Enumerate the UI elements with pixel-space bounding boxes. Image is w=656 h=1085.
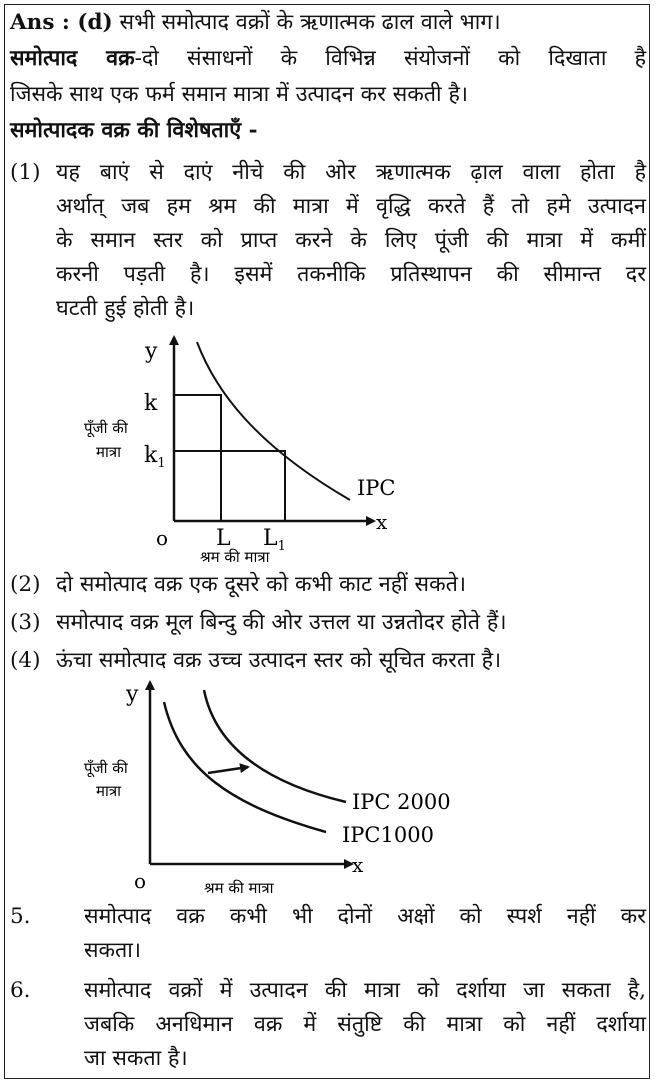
point-1-line: अर्थात् जब हम श्रम की मात्रा में वृद्धि करते हैं तो हमे उत्पादन [56, 194, 646, 219]
point-5-line: सकता। [84, 938, 142, 963]
tick-k: k [144, 391, 158, 416]
x-axis-label: x [352, 853, 364, 877]
point-2-number: (2) [10, 572, 41, 597]
point-5-text [84, 900, 646, 968]
point-6-number: 6. [10, 978, 31, 1003]
ipc-2000-label: IPC 2000 [352, 790, 451, 814]
definition-term: समोत्पाद वक्र [10, 46, 135, 71]
point-1-line: यह बाएं से दाएं नीचे की ओर ऋणात्मक ढ़ाल वाला होता है [56, 160, 646, 185]
ipc-2000-curve [204, 690, 346, 802]
capital-label-1: पूँजी की [84, 419, 128, 437]
ipc-label: IPC [357, 476, 396, 500]
capital-label-2: मात्रा [96, 443, 122, 461]
capital-label-1: पूँजी की [84, 759, 128, 777]
point-4-number: (4) [10, 648, 41, 673]
y-axis-label: y [145, 339, 158, 364]
definition-text-1: -दो संसाधनों के विभिन्न संयोजनों को दिखाता है [134, 46, 646, 71]
point-4-text: ऊंचा समोत्पाद वक्र उच्च उत्पादन स्तर को सूचित करता है। [56, 648, 502, 673]
tick-l1: $L_1$ [263, 526, 286, 554]
y-axis-label: y [126, 682, 139, 707]
shift-arrow [208, 767, 248, 773]
origin-label: o [156, 526, 169, 550]
point-6-text [84, 974, 646, 1076]
capital-label-2: मात्रा [96, 782, 122, 800]
point-2-text: दो समोत्पाद वक्र एक दूसरे को कभी काट नहीं सकते। [56, 572, 466, 597]
point-6-line: समोत्पाद वक्रों में उत्पादन की मात्रा को दर्शाया जा सकता है, [84, 978, 646, 1003]
point-6-line: जा सकता है। [84, 1046, 188, 1071]
ipc-1000-label: IPC1000 [342, 823, 434, 847]
labour-label: श्रम की मात्रा [204, 879, 274, 897]
point-1-line: घटती हुई होती है। [56, 296, 195, 321]
point-5-line: समोत्पाद वक्र कभी भी दोनों अक्षों को स्पर्श नहीं कर [84, 904, 646, 929]
tick-k1: $k_1$ [144, 443, 166, 471]
answer-text: सभी समोत्पाद वक्रों के ऋणात्मक ढाल वाले भाग। [119, 10, 501, 35]
features-heading: समोत्पादक वक्र की विशेषताएँ - [10, 118, 258, 143]
point-1-line: के समान स्तर को प्राप्त करने के लिए पूंजी की मात्रा में कमीं [56, 228, 646, 253]
origin-label: o [134, 869, 147, 893]
x-axis-label: x [376, 510, 388, 534]
point-1-line: करनी पड़ती है। इसमें तकनीकि प्रतिस्थापन की सीमान्त दर [56, 262, 646, 287]
labour-label: श्रम की मात्रा [200, 548, 270, 566]
point-3-number: (3) [10, 610, 41, 635]
point-6-line: जबकि अनधिमान वक्र में संतुष्टि की मात्रा को नहीं दर्शाया [84, 1012, 646, 1037]
answer-label: Ans : (d) [10, 10, 113, 35]
point-5-number: 5. [10, 904, 31, 929]
tick-l: L [216, 526, 231, 551]
definition-line-2: जिसके साथ एक फर्म समान मात्रा में उत्पादन कर सकती है। [10, 82, 469, 107]
point-3-text: समोत्पाद वक्र मूल बिन्दु की ओर उत्तल या उन्नतोदर होते हैं। [56, 610, 507, 635]
point-1-number: (1) [10, 160, 41, 185]
